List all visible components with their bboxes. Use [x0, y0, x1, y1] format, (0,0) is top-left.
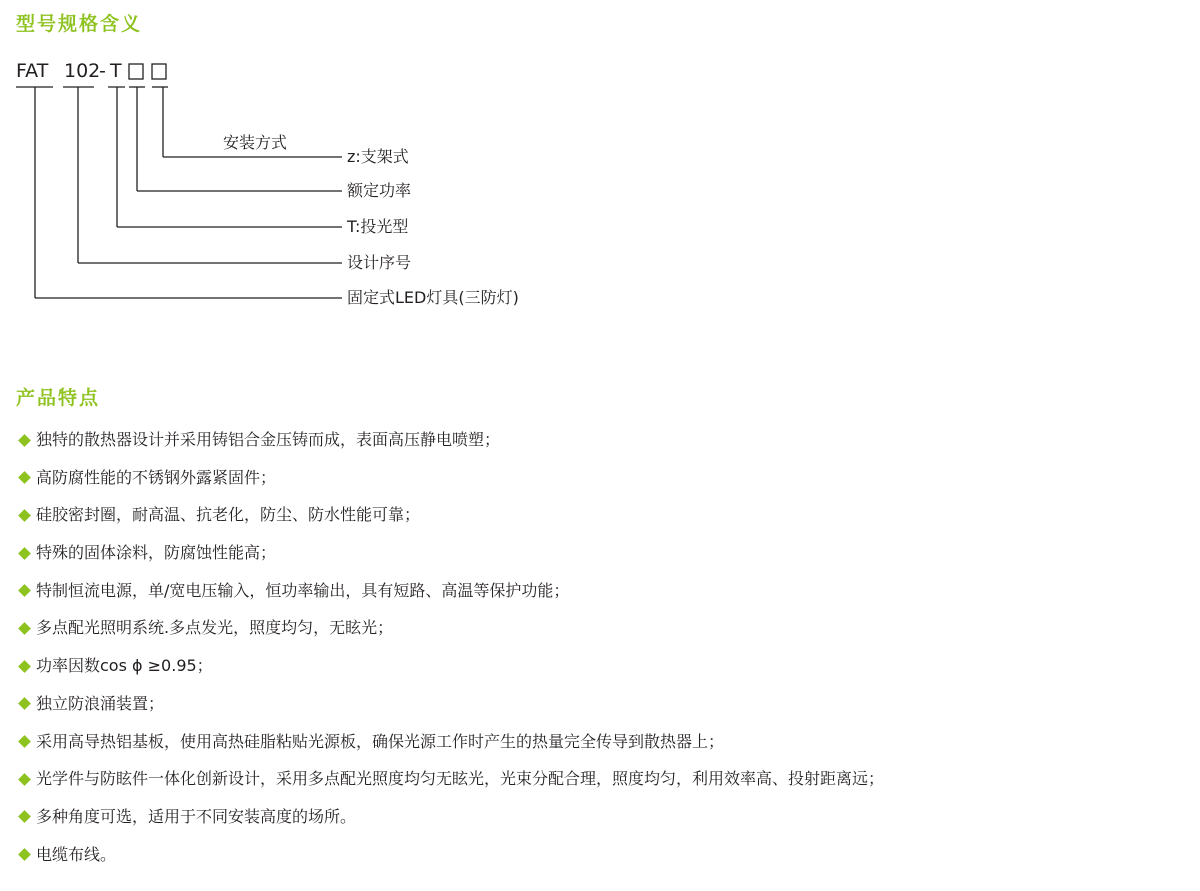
diamond-bullet-icon	[18, 622, 31, 635]
feature-item	[17, 618, 884, 656]
feature-text: 采用高导热铝基板，使用高热硅脂粘贴光源板，确保光源工作时产生的热量完全传导到散热器上；	[36, 731, 725, 751]
model-code-102: 102	[64, 60, 101, 82]
feature-item	[17, 430, 884, 468]
section-title-features: 产品特点	[16, 387, 101, 409]
feature-text: 光学件与防眩件一体化创新设计，采用多点配光照度均匀无眩光，光束分配合理，照度均匀，利用效率高、投射距离远；	[36, 769, 885, 789]
feature-item	[17, 505, 884, 543]
feature-text: 多种角度可选，适用于不同安装高度的场所。	[36, 806, 357, 826]
feature-text: 特殊的固体涂料，防腐蚀性能高；	[36, 543, 277, 563]
label-design-seq: 设计序号	[347, 253, 412, 272]
model-code-t: T	[110, 60, 122, 82]
feature-item	[17, 807, 884, 845]
feature-text: 独立防浪涌装置；	[36, 693, 165, 713]
diamond-bullet-icon	[18, 735, 31, 748]
diamond-bullet-icon	[18, 434, 31, 447]
feature-text: 独特的散热器设计并采用铸铝合金压铸而成，表面高压静电喷塑；	[36, 430, 501, 449]
feature-item	[17, 769, 884, 807]
model-code-dash: -	[99, 60, 106, 82]
diamond-bullet-icon	[18, 509, 31, 522]
diamond-bullet-icon	[18, 584, 31, 597]
diamond-bullet-icon	[18, 547, 31, 560]
section-title-model-meaning: 型号规格含义	[16, 13, 143, 35]
model-diagram-lines	[0, 0, 1200, 360]
feature-text: 电缆布线。	[36, 844, 117, 864]
feature-item	[17, 468, 884, 506]
diamond-bullet-icon	[18, 811, 31, 824]
diamond-bullet-icon	[18, 697, 31, 710]
feature-text: 硅胶密封圈，耐高温、抗老化，防尘、防水性能可靠；	[36, 505, 421, 525]
feature-list	[17, 430, 884, 882]
feature-item	[17, 845, 884, 883]
feature-text: 特制恒流电源，单/宽电压输入，恒功率输出，具有短路、高温等保护功能；	[36, 580, 570, 600]
feature-item	[17, 732, 884, 770]
feature-text: 功率因数cos ϕ ≥0.95；	[36, 656, 213, 676]
feature-item	[17, 694, 884, 732]
model-slot-box-1	[129, 64, 143, 79]
feature-item	[17, 656, 884, 694]
diamond-bullet-icon	[18, 660, 31, 673]
feature-item	[17, 543, 884, 581]
feature-text: 高防腐性能的不锈钢外露紧固件；	[36, 467, 277, 487]
model-slot-box-2	[152, 64, 166, 79]
label-install-method: 安装方式	[223, 133, 288, 152]
feature-item	[17, 581, 884, 619]
diamond-bullet-icon	[18, 773, 31, 786]
feature-text: 多点配光照明系统.多点发光，照度均匀，无眩光；	[36, 618, 394, 638]
label-t-floodlight: T:投光型	[347, 217, 409, 236]
label-fixed-led: 固定式LED灯具(三防灯)	[347, 288, 519, 307]
label-rated-power: 额定功率	[347, 181, 412, 200]
diamond-bullet-icon	[18, 848, 31, 861]
diamond-bullet-icon	[18, 471, 31, 484]
model-code-fat: FAT	[16, 60, 49, 82]
label-z-bracket: z:支架式	[347, 147, 409, 166]
